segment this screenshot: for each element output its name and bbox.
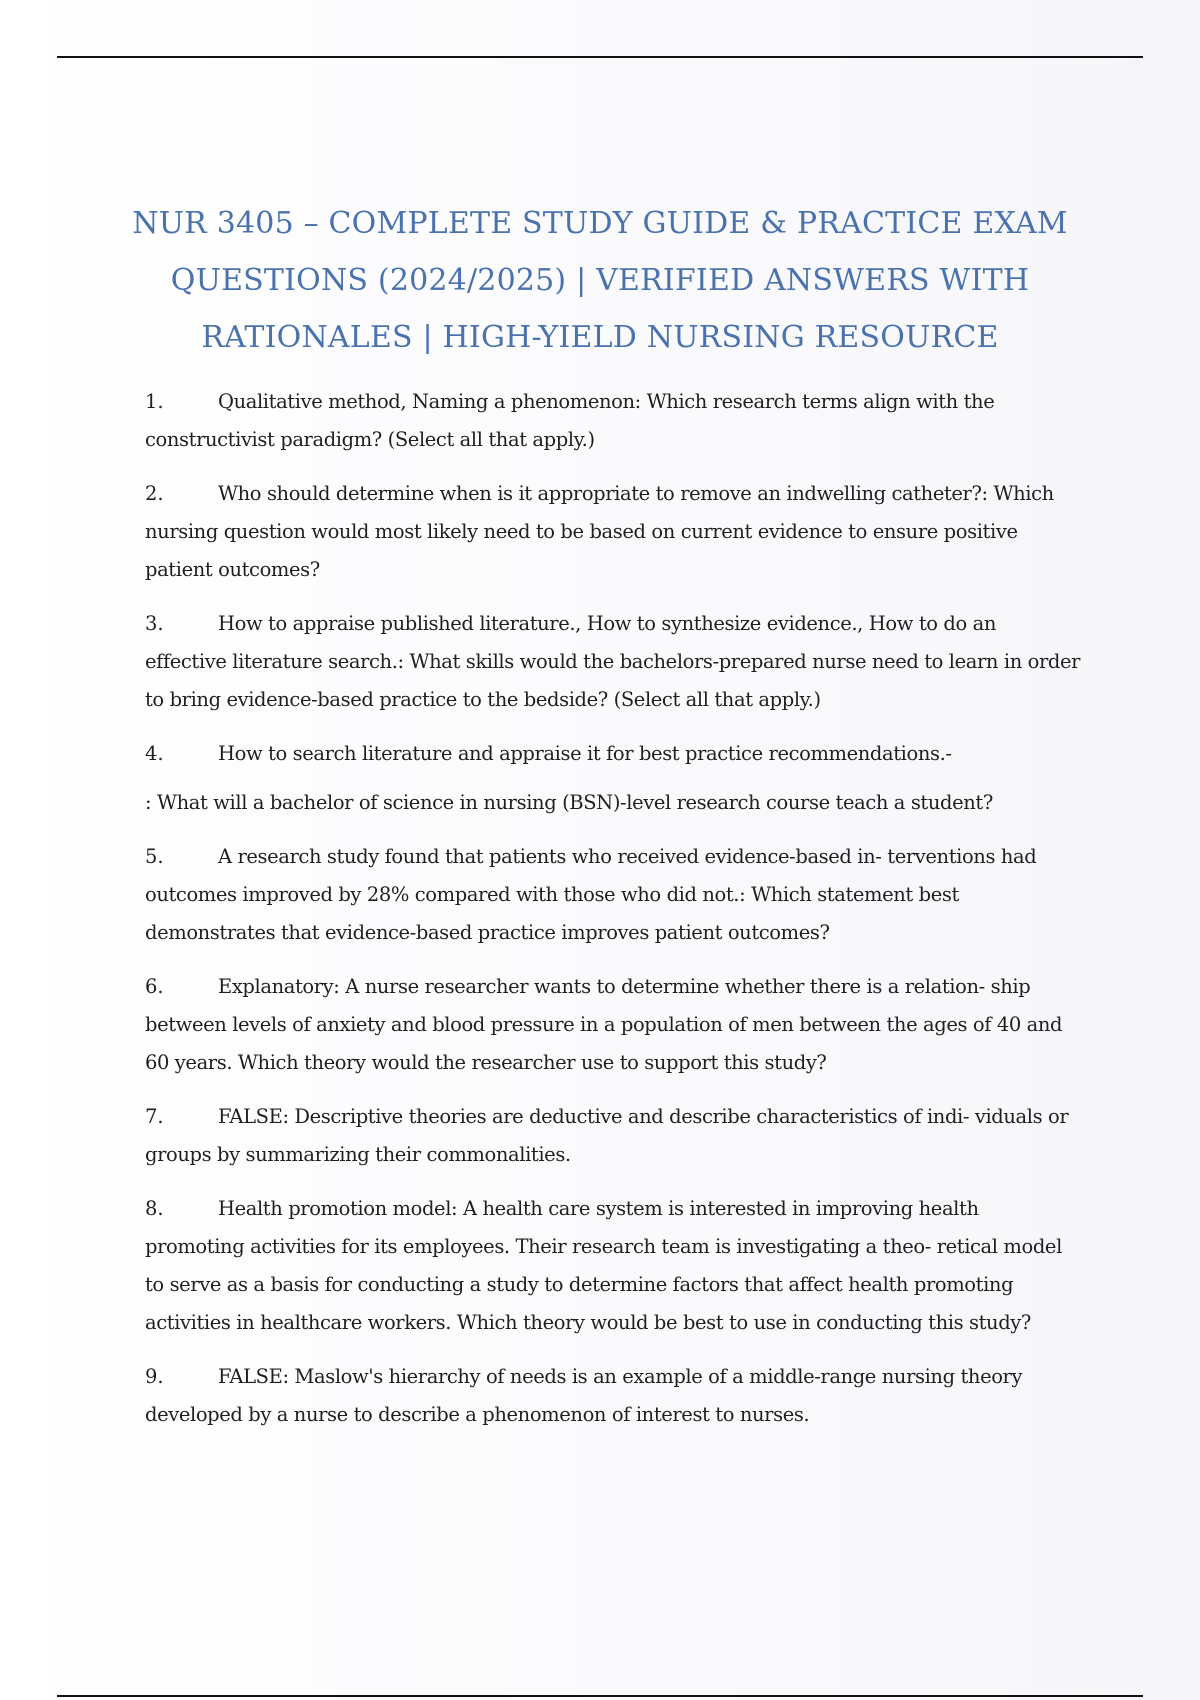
- item-number: 2.: [145, 482, 164, 505]
- title-line-1: NUR 3405 – COMPLETE STUDY GUIDE & PRACTICE EXAM: [132, 206, 1068, 241]
- title-line-2: QUESTIONS (2024/2025) | VERIFIED ANSWERS WITH: [170, 263, 1030, 298]
- item-number: 1.: [145, 390, 164, 413]
- item-number: 7.: [145, 1105, 164, 1128]
- question-item-2: [145, 475, 1083, 589]
- item-text: How to appraise published literature., How to synthesize evidence., How to do an effective literature search.: What skills would the bachelors-prepared nurse need to learn in order to bring evidence-based practice to the bedside? (Select all that apply.): [145, 612, 1081, 711]
- item-text: A research study found that patients who received evidence-based in- terventions had outcomes improved by 28% compared with those who did not.: Which statement best demonstrates that evidence-based practice improves patient outcomes?: [145, 845, 1037, 944]
- question-item-9: [145, 1358, 1083, 1434]
- item-number: 8.: [145, 1197, 164, 1220]
- question-item-4-continuation: : What will a bachelor of science in nursing (BSN)-level research course teach a student?: [145, 791, 993, 814]
- question-item-3: [145, 605, 1083, 719]
- item-number: 9.: [145, 1365, 164, 1388]
- item-text: Who should determine when is it appropriate to remove an indwelling catheter?: Which nursing question would most likely need to be based on current evidence to ensure positive patient outcomes?: [145, 482, 1054, 581]
- item-text: FALSE: Maslow's hierarchy of needs is an example of a middle-range nursing theory developed by a nurse to describe a phenomenon of interest to nurses.: [145, 1365, 1023, 1426]
- question-item-7: [145, 1098, 1083, 1174]
- question-item-6: [145, 968, 1083, 1082]
- question-list: [145, 383, 1083, 1450]
- item-number: 3.: [145, 612, 164, 635]
- document-title: [100, 195, 1100, 366]
- question-item-8: [145, 1190, 1083, 1342]
- question-item-4: [145, 735, 1083, 773]
- question-item-5: [145, 838, 1083, 952]
- item-text: Explanatory: A nurse researcher wants to determine whether there is a relation- ship between levels of anxiety and blood pressure in a population of men between the ages of 40 and 60 years. Which theory would the researcher use to support this study?: [145, 975, 1063, 1074]
- item-text: FALSE: Descriptive theories are deductive and describe characteristics of indi- viduals or groups by summarizing their commonalities.: [145, 1105, 1069, 1166]
- item-text: Qualitative method, Naming a phenomenon: Which research terms align with the constructivist paradigm? (Select all that apply.): [145, 390, 995, 451]
- bottom-divider: [57, 1695, 1143, 1697]
- title-line-3: RATIONALES | HIGH-YIELD NURSING RESOURCE: [201, 320, 999, 355]
- item-number: 5.: [145, 845, 164, 868]
- item-number: 4.: [145, 742, 164, 765]
- top-divider: [57, 56, 1143, 58]
- item-number: 6.: [145, 975, 164, 998]
- item-text: Health promotion model: A health care system is interested in improving health promoting activities for its employees. Their research team is investigating a theo- retical model to serve as a basis for conducting a study to determine factors that affect health promoting activities in healthcare workers. Which theory would be best to use in conducting this study?: [145, 1197, 1062, 1334]
- item-text: How to search literature and appraise it for best practice recommendations.-: [218, 742, 952, 765]
- question-item-1: [145, 383, 1083, 459]
